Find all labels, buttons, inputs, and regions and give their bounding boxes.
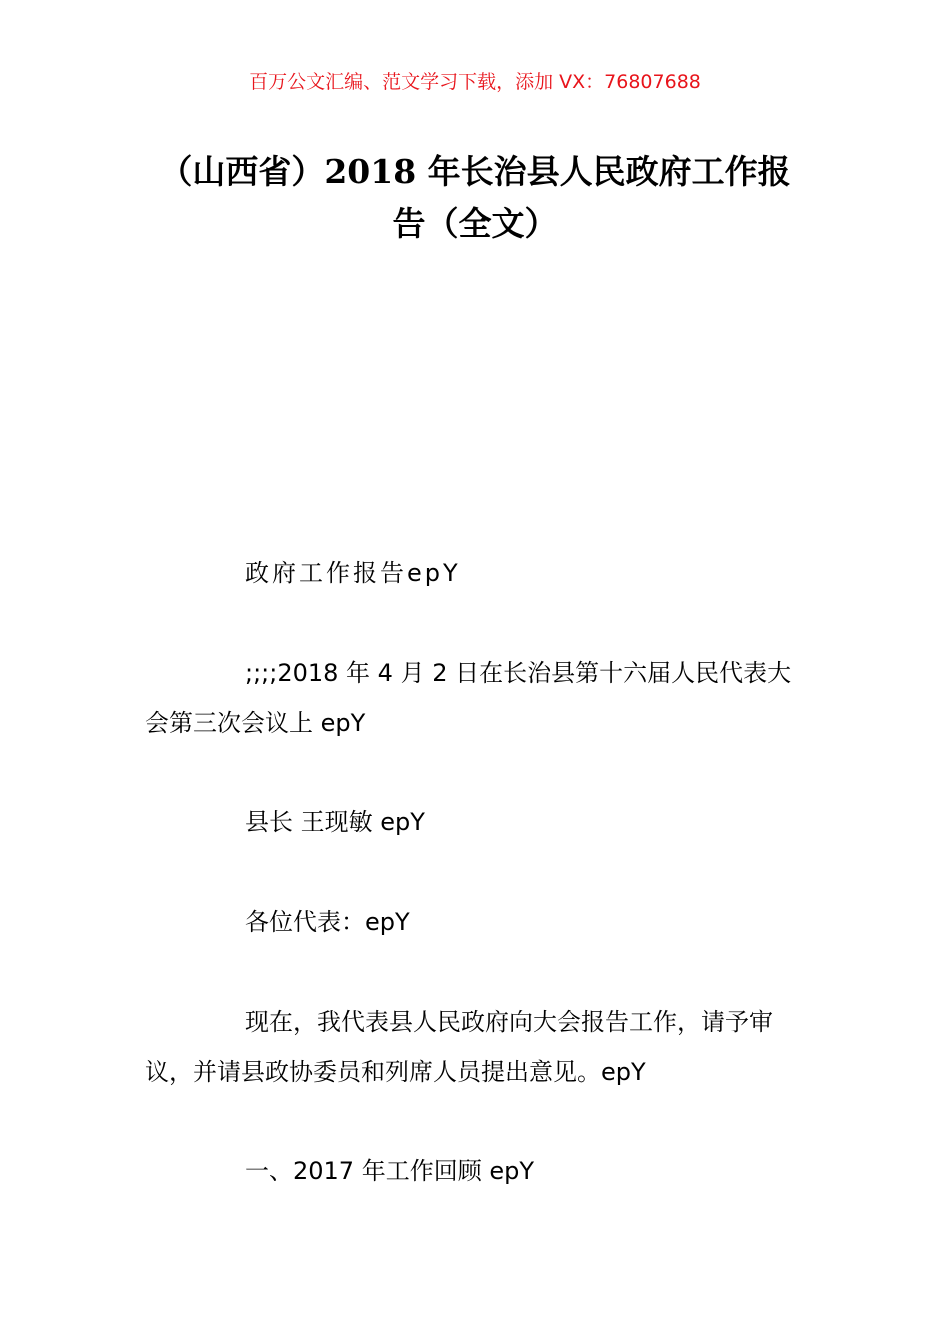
document-title-line-1: （山西省）2018 年长治县人民政府工作报 — [159, 152, 791, 191]
paragraph-report-heading: 政府工作报告epY — [245, 559, 461, 587]
paragraph-meeting-date: ;;;;2018 年 4 月 2 日在长治县第十六届人民代表大会第三次会议上 epY — [145, 659, 792, 737]
paragraph-speaker: 县长 王现敏 epY — [245, 808, 425, 836]
paragraph-opening: 现在，我代表县人民政府向大会报告工作，请予审议，并请县政协委员和列席人员提出意见。epY — [145, 1008, 773, 1086]
paragraph-salutation: 各位代表：epY — [245, 908, 410, 936]
watermark-header: 百万公文汇编、范文学习下载，添加 VX：76807688 — [249, 71, 701, 93]
document-title-line-2: 告（全文） — [392, 204, 558, 243]
section-heading-2017-review: 一、2017 年工作回顾 epY — [245, 1157, 534, 1185]
